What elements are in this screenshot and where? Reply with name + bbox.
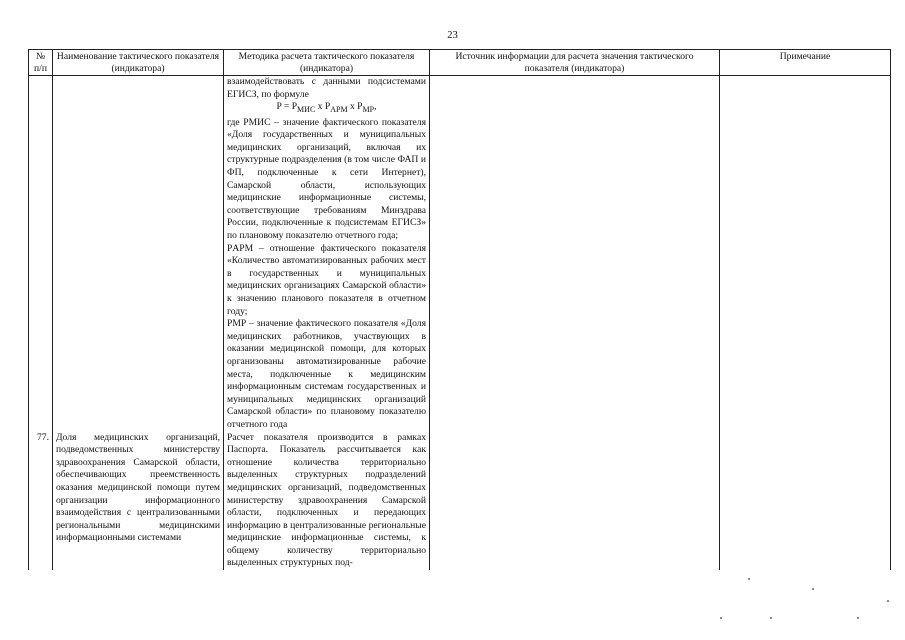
cell-note-empty: [720, 76, 891, 432]
indicator-table: [28, 49, 891, 570]
cell-source-empty: [430, 76, 720, 432]
page-number: 23: [447, 30, 458, 41]
cell-method-continuation: [224, 76, 430, 432]
cell-name-empty: [53, 76, 224, 432]
cell-num-empty: [29, 76, 53, 432]
header-num: № п/п: [29, 50, 53, 76]
table-header-row: [29, 50, 891, 76]
header-note: Примечание: [720, 50, 891, 76]
method-paragraph: взаимодействовать с данными подсистемами ЕГИСЗ, по формуле: [227, 76, 426, 100]
header-name: Наименование тактического показателя (индикатора): [53, 50, 224, 76]
indicator-note: [720, 432, 891, 571]
table-row: [29, 432, 891, 571]
method-paragraph: где PМИС – значение фактического показателя «Доля государственных и муниципальных медицинских организаций, включая их структурные подразделения (в том числе ФАП и ФП, подключенные к сети Интернет), Самарской области, использующих медицинские информационные системы, соответствующие требованиям Минздрава России, подключенные к подсистемам ЕГИСЗ» по плановому показателю отчетного года;: [227, 116, 426, 242]
indicator-name: Доля медицинских организаций, подведомственных министерству здравоохранения Самарской области, обеспечивающих преемственность оказания медицинской помощи путем организации информационного взаимодействия с централизованными региональными медицинскими информационными системами: [53, 432, 224, 571]
header-source: Источник информации для расчета значения тактического показателя (индикатора): [430, 50, 720, 76]
row-number: 77.: [29, 432, 53, 571]
method-paragraph: PМР – значение фактического показателя «Доля медицинских работников, участвующих в оказании медицинской помощи, для которых организованы автоматизированные рабочие места, подключенные к медицинским информационным системам государственных и муниципальных медицинских организаций Самарской области» по плановому показателю отчетного года: [227, 318, 426, 430]
method-formula: $P = P_{МИС}$ x $P_{АРМ}$ x $P_{МР}$,: [276, 101, 377, 115]
table-row: [29, 76, 891, 432]
method-paragraph: PАРМ – отношение фактического показателя «Количество автоматизированных рабочих мест в государственных и муниципальных медицинских организациях Самарской области» к значению планового показателя в отчетном году;: [227, 242, 426, 317]
header-method: Методика расчета тактического показателя (индикатора): [224, 50, 430, 76]
indicator-method: Расчет показателя производится в рамках Паспорта. Показатель рассчитывается как отношение количества территориально выделенных структурных подразделений медицинских организаций, подведомственных министерству здравоохранения Самарской области, подключенных и передающих информацию в централизованные региональные медицинские информационные системы, к общему количеству территориально выделенных структурных под-: [224, 432, 430, 571]
indicator-source: [430, 432, 720, 571]
